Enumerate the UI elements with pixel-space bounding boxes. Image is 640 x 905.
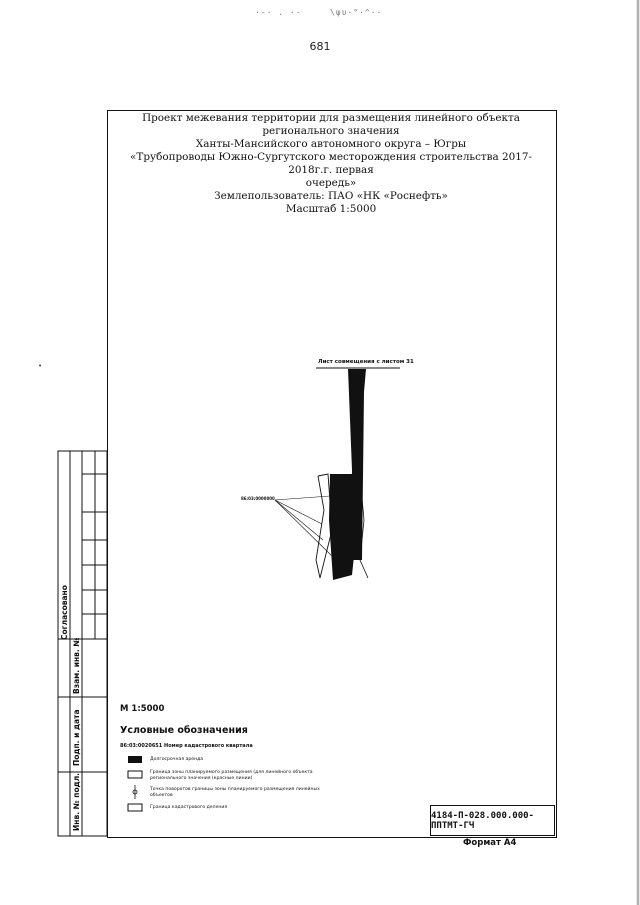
legend-item-zone: Граница зоны планируемого размещения (для линейного объекта регионального значения (красные линии) [150, 770, 313, 781]
header-line-landuser: Землепользователь: ПАО «НК «Роснефть» [214, 190, 448, 202]
legend-cadastral-quarter: 86:03:0020651 Номер кадастрового квартала [120, 743, 253, 749]
stamp-agreed: Согласовано [60, 585, 69, 640]
stamp-inv-original: Инв. № подл. [72, 772, 81, 831]
leased-parcel-block [329, 474, 358, 580]
legend-item-lease: Долгосрочная аренда [150, 757, 204, 762]
sheet-format: Формат А4 [463, 838, 517, 848]
legend-item-cadastral: Граница кадастрового деления [150, 805, 228, 810]
legend-title: Условные обозначения [120, 725, 248, 736]
sheet-link-caption: Лист совмещения с листом 31 [318, 359, 414, 365]
page-number: 681 [309, 40, 331, 53]
side-stamp-grid [58, 451, 107, 836]
header-line-region: Ханты-Мансийского автономного округа – Югры [195, 138, 467, 150]
parcel-number-label: 86:03:0000000 [241, 496, 275, 501]
leader-line [275, 500, 334, 558]
title-block-code: 4184-П-028.000.000-ППТМТ-ГЧ [430, 805, 555, 836]
scan-mark-left: ·-· . ·· [255, 8, 302, 17]
stamp-replaced-inv: Взам. инв. № [72, 637, 81, 694]
legend-swatch-cadastral [128, 804, 142, 811]
scan-mark-right: \ψυ·°·^·· [330, 8, 383, 17]
leader-line [275, 500, 323, 540]
header-line-object: «Трубопроводы Южно-Сургутского месторождения строительства 2017-2018г.г. первая [130, 151, 532, 176]
legend-scale: М 1:5000 [120, 704, 165, 714]
header-line-scale: Масштаб 1:5000 [285, 203, 377, 215]
legend-item-turn-point: Точка поворотов границы зоны планируемого размещения линейных объектов [150, 787, 320, 798]
header-line-stage: очередь» [305, 177, 357, 189]
scan-dot: • [38, 362, 43, 370]
header-line-project: Проект межевания территории для размещения линейного объекта регионального значения [142, 112, 520, 137]
leader-line [275, 500, 322, 524]
stamp-signature-date: Подп. и дата [72, 709, 81, 766]
legend-swatch-lease [128, 756, 142, 763]
legend-swatch-zone [128, 771, 142, 778]
